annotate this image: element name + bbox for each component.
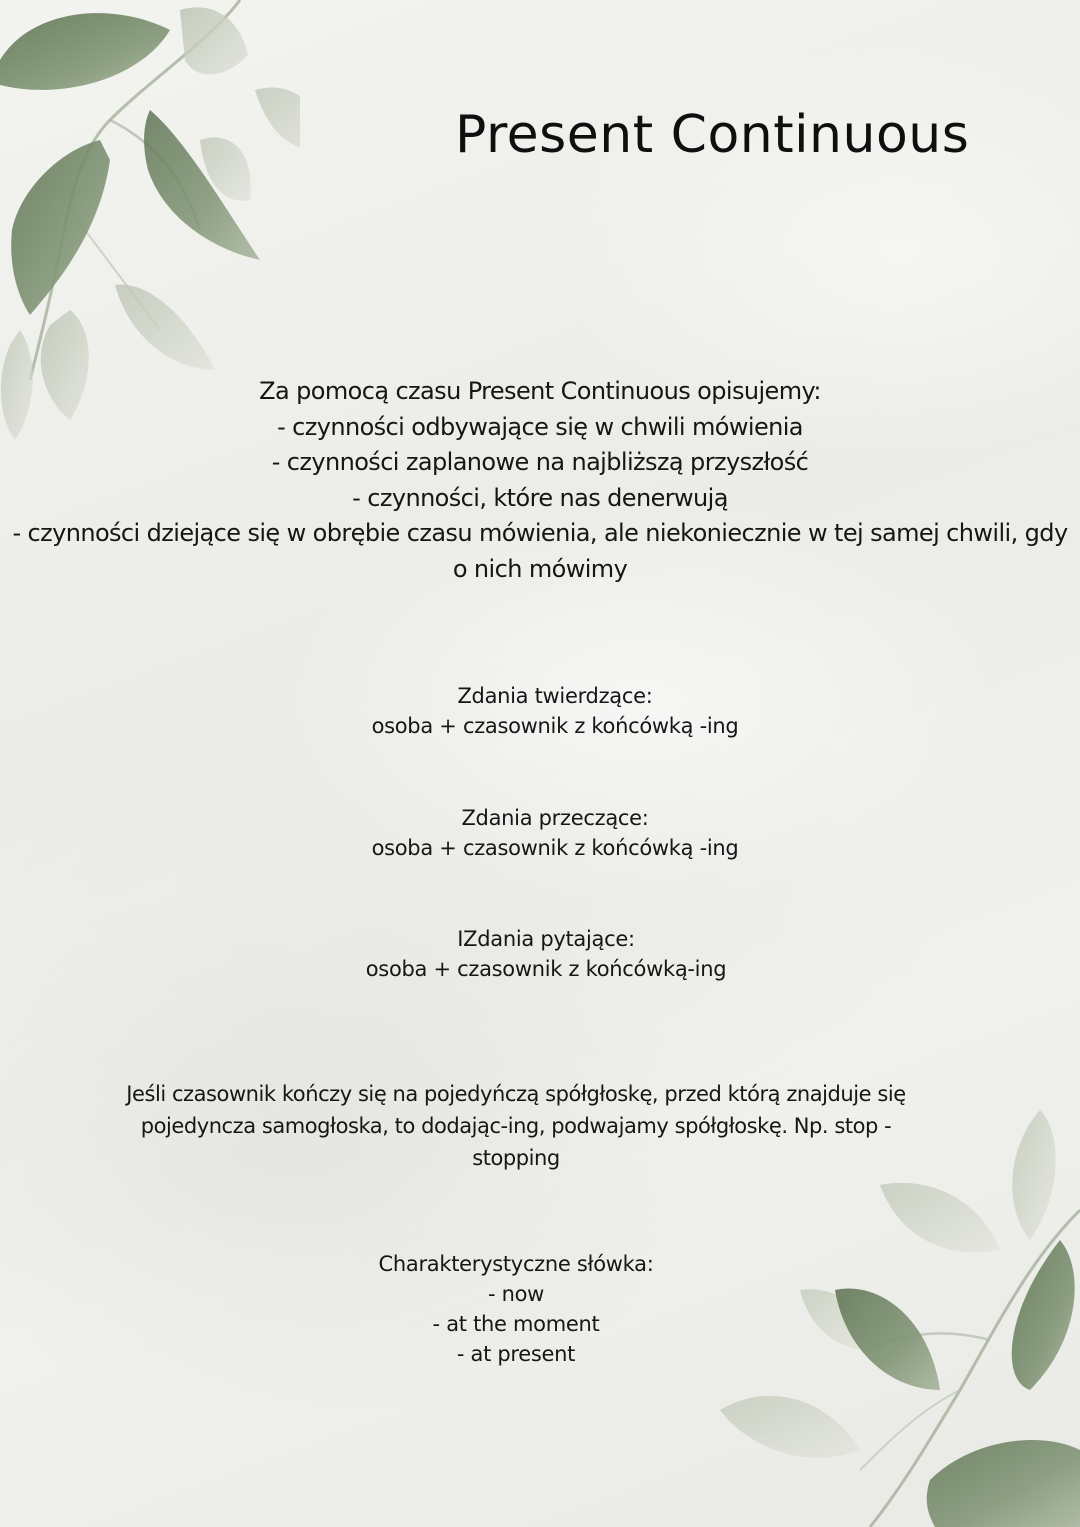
page-title: Present Continuous xyxy=(455,105,970,165)
keyword-item: - now xyxy=(487,1282,545,1306)
rule-heading: IZdania pytające: xyxy=(457,927,635,951)
intro-line: - czynności zaplanowe na najbliższą przyszłość xyxy=(271,448,809,476)
intro-line: Za pomocą czasu Present Continuous opisujemy: xyxy=(259,377,821,405)
rule-formula: osoba + czasownik z końcówką -ing xyxy=(371,836,739,860)
note-line: pojedyncza samogłoska, to dodając-ing, podwajamy spółgłoskę. Np. stop - xyxy=(140,1114,892,1138)
intro-line: - czynności odbywające się w chwili mówienia xyxy=(277,412,803,441)
rule-negative xyxy=(255,803,855,863)
rule-formula: osoba + czasownik z końcówką -ing xyxy=(371,714,739,738)
keyword-item: - at the moment xyxy=(432,1312,600,1336)
rule-interrogative xyxy=(246,924,846,984)
rule-heading: Zdania przeczące: xyxy=(461,806,649,830)
note-line: Jeśli czasownik kończy się na pojedyńczą spółgłoskę, przed którą znajduje się xyxy=(126,1082,906,1106)
rule-heading: Zdania twierdzące: xyxy=(457,684,653,708)
intro-section xyxy=(0,374,1080,587)
rule-formula: osoba + czasownik z końcówką-ing xyxy=(365,957,727,981)
intro-line: o nich mówimy xyxy=(452,554,628,583)
rule-affirmative xyxy=(255,681,855,741)
keyword-item: - at present xyxy=(456,1342,576,1366)
note-line: stopping xyxy=(472,1146,560,1170)
keywords-section xyxy=(316,1249,716,1369)
spelling-note xyxy=(80,1078,952,1174)
intro-line: - czynności dziejące się w obrębie czasu mówienia, ale niekoniecznie w tej samej chwili, gdy xyxy=(12,519,1068,547)
intro-line: - czynności, które nas denerwują xyxy=(352,483,728,512)
keywords-heading: Charakterystyczne słówka: xyxy=(378,1252,654,1276)
